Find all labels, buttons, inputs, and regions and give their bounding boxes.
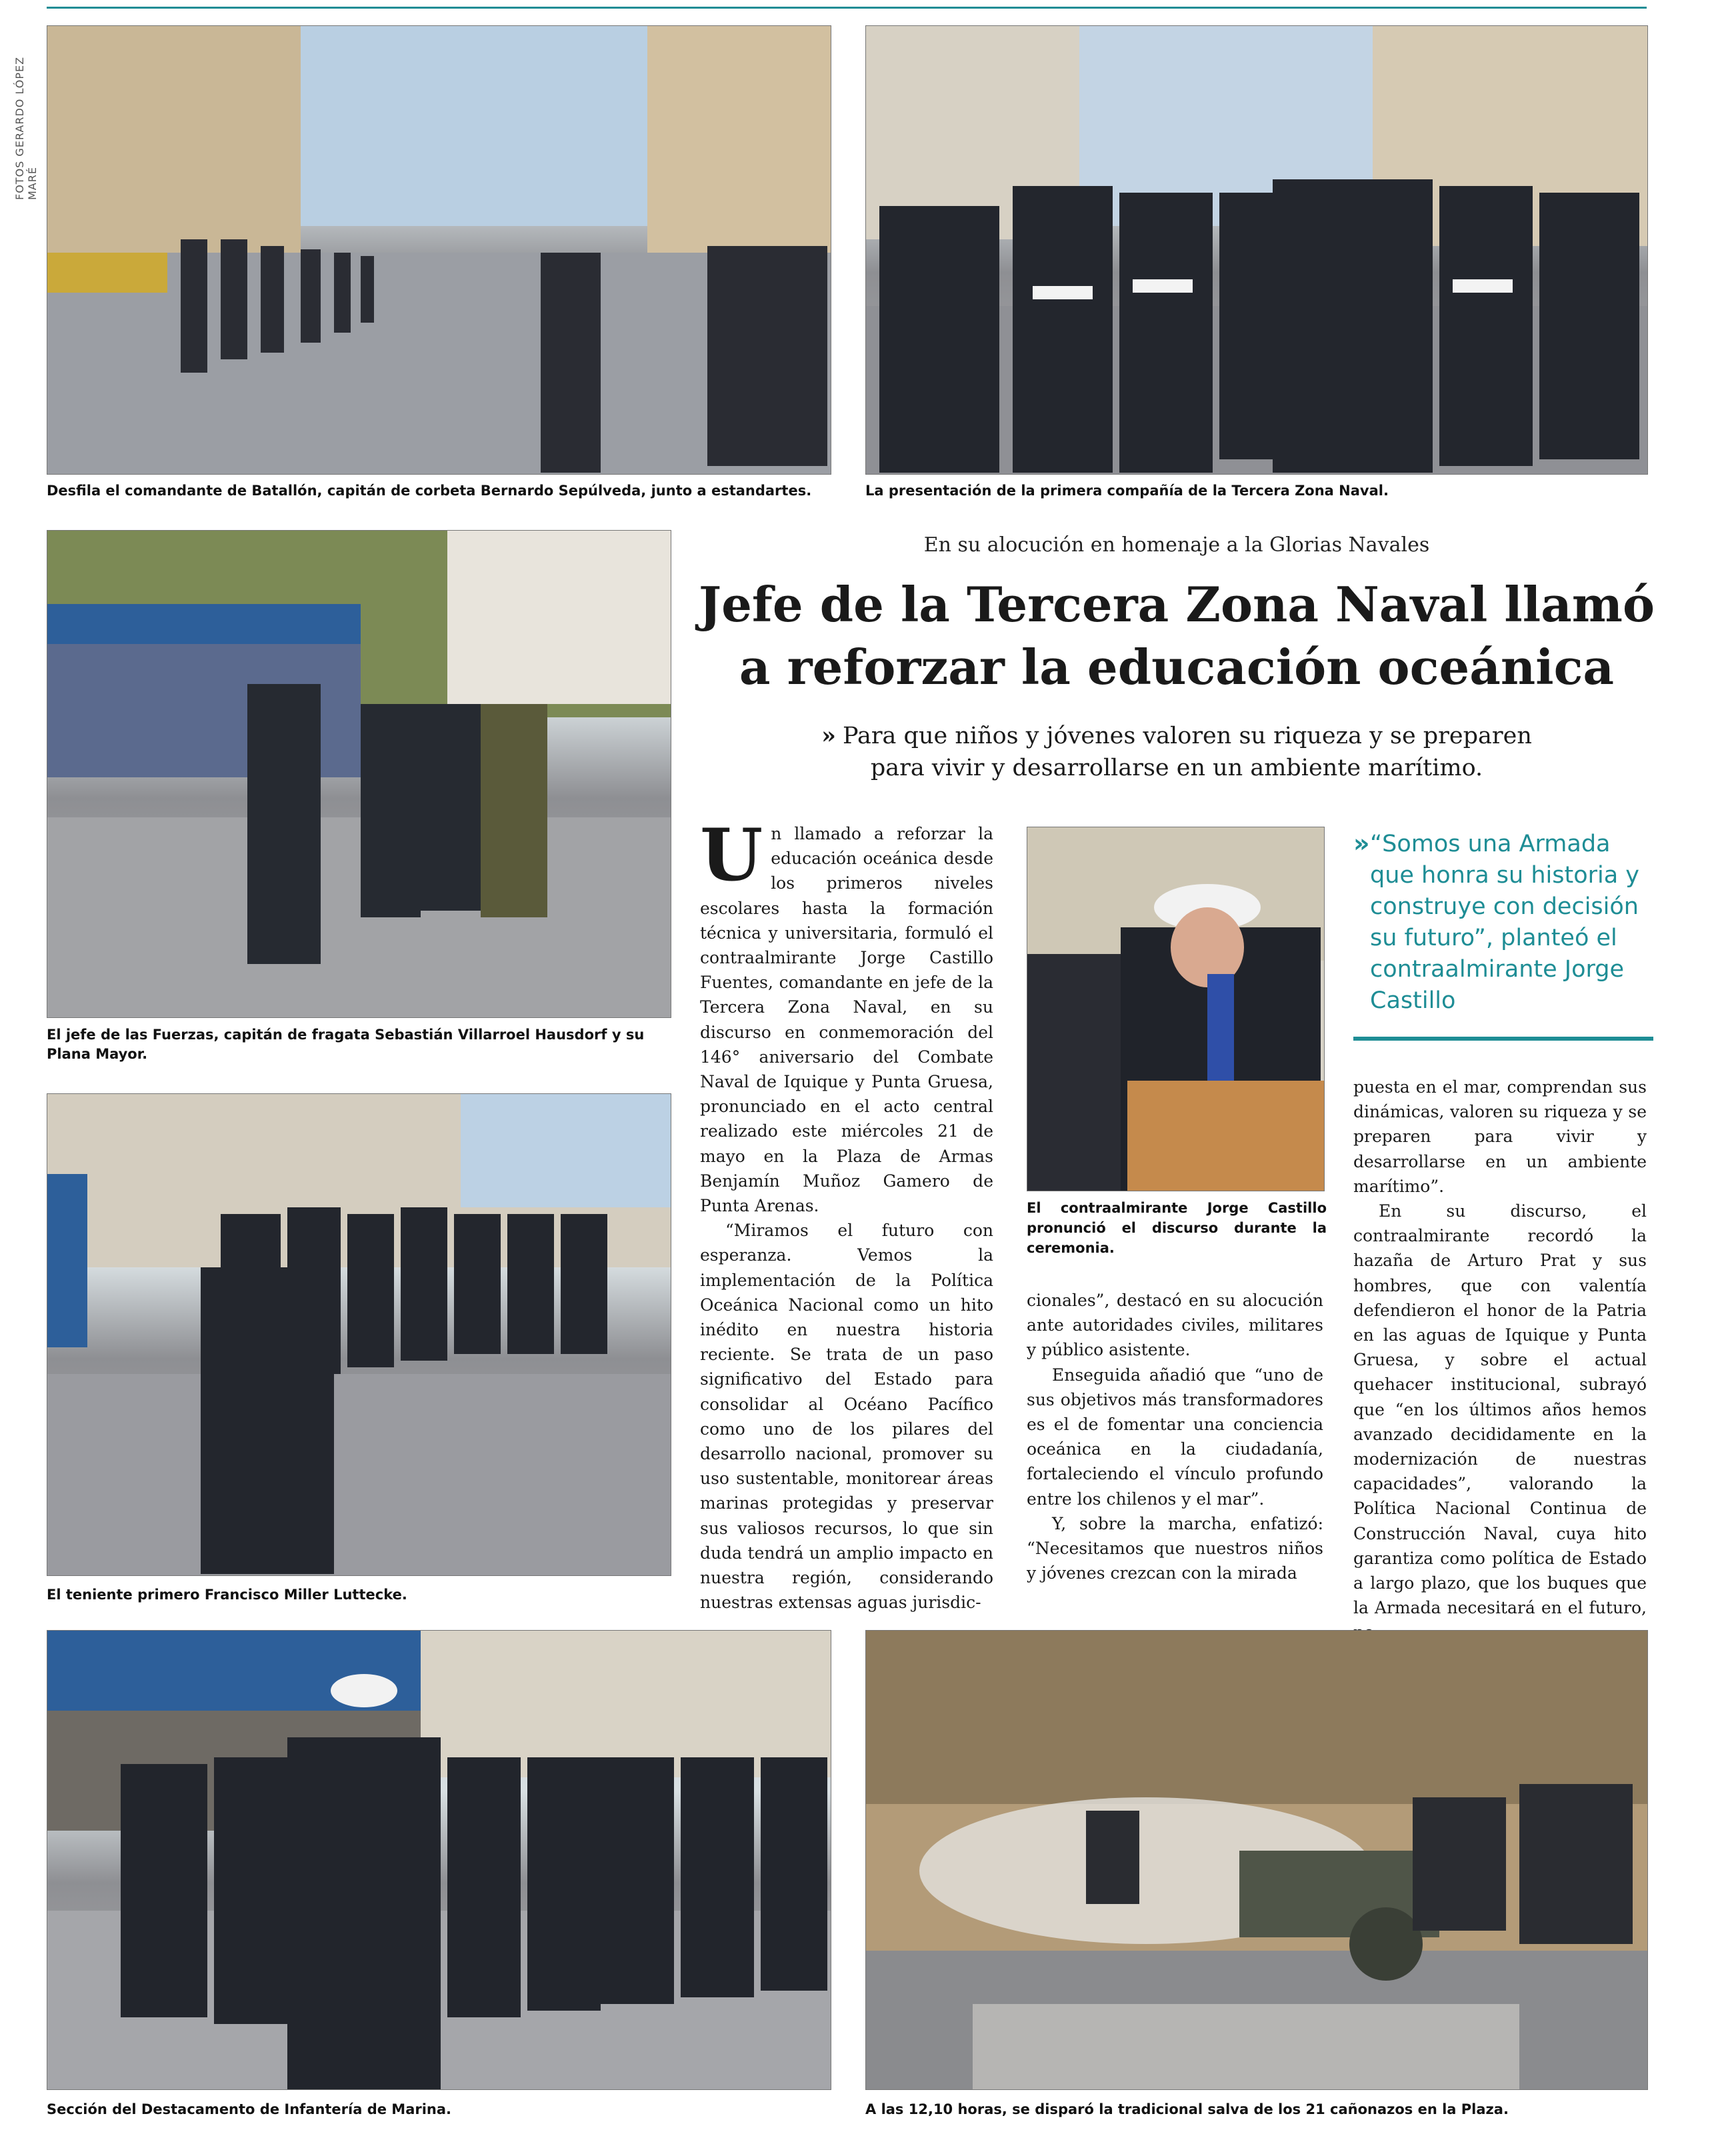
caption-7: A las 12,10 horas, se disparó la tradicional salva de los 21 cañonazos en la Plaza.	[865, 2101, 1509, 2117]
paragraph-4: Enseguida añadió que “uno de sus objetivos más transformadores es el de fomentar una conciencia oceánica en la ciudadanía, fortaleciendo el vínculo profundo entre los chilenos y el mar”.	[1027, 1365, 1323, 1509]
kicker: En su alocución en homenaje a la Glorias Navales	[923, 533, 1430, 557]
photo-rear-admiral	[1027, 827, 1325, 1191]
photo-cannon-salute	[865, 1630, 1648, 2090]
photo-credit: FOTOS GERARDO LÓPEZ MARÉ	[13, 56, 39, 200]
article-column-2	[1027, 1288, 1323, 1601]
pull-quote-text: “Somos una Armada que honra su historia y construye con decisión su futuro”, planteó el contraalmirante Jorge Castillo	[1370, 831, 1640, 1014]
paragraph-7: En su discurso, el contraalmirante recordó la hazaña de Arturo Prat y sus hombres, que con valentía defendieron el honor de la Patria en las aguas de Iquique y Punta Gruesa, y sobre el actual quehacer institucional, subrayó que “en los últimos años hemos avanzado decididamente en la modernización de nuestras capacidades”, valorando la Política Nacional Continua de Construcción Naval, cuya hito garantiza como política de Estado a largo plazo, que los buques que la Armada necesitará en el futuro,	[1353, 1201, 1647, 1618]
deck	[693, 720, 1660, 784]
photo-battalion-commander	[47, 25, 831, 475]
pull-quote-arrow-icon: »	[1353, 829, 1370, 858]
photo-marine-infantry	[47, 1630, 831, 2090]
photo-first-company	[865, 25, 1648, 475]
photo-forces-chief	[47, 530, 671, 1018]
caption-6: Sección del Destacamento de Infantería de Marina.	[47, 2101, 452, 2117]
paragraph-1: n llamado a reforzar la educación oceánica desde los primeros niveles escolares hasta la formación técnica y universitaria, formuló el contraalmirante Jorge Castillo Fuentes, comandante en jefe de la Tercera Zona Naval, en su discurso en conmemoración del 146° aniversario del Combate Naval de Iquique y Punta Gruesa, pronunciado en el acto central realizado este miércoles 21 de mayo en la Plaza de Armas Benjamín Muñoz Gamero de Punta Arenas.	[700, 824, 993, 1216]
caption-5: El contraalmirante Jorge Castillo pronunció el discurso durante la ceremonia.	[1027, 1200, 1327, 1256]
paragraph-5: Y, sobre la marcha, enfatizó: “Necesitamos que nuestros niños y jóvenes crezcan con la mirada	[1027, 1513, 1323, 1583]
deck-arrow-icon: »	[821, 722, 836, 749]
pull-quote	[1353, 823, 1653, 1041]
paragraph-3: cionales”, destacó en su alocución ante autoridades civiles, militares y público asistente.	[1027, 1291, 1323, 1360]
paragraph-6: puesta en el mar, comprendan sus dinámicas, valoren su riqueza y se preparen para vivir y desarrollarse en un ambiente marítimo”.	[1353, 1077, 1647, 1196]
caption-1: Desfila el comandante de Batallón, capitán de corbeta Bernardo Sepúlveda, junto a estandartes.	[47, 483, 812, 499]
top-rule	[47, 0, 1647, 9]
caption-4: El teniente primero Francisco Miller Luttecke.	[47, 1587, 407, 1603]
paragraph-2: “Miramos el futuro con esperanza. Vemos la implementación de la Política Oceánica Nacional como un hito inédito en nuestra historia reciente. Se trata de un paso significativo del Estado para consolidar al Océano Pacífico como uno de los pilares del desarrollo nacional, promover su uso sustentable, monitorear áreas marinas protegidas y preservar sus valiosos recursos, lo que sin duda tendrá un amplio impacto en nuestra región, considerando nuestras extensas aguas jurisdic-	[700, 1221, 993, 1613]
headline	[693, 573, 1660, 699]
article-column-1	[700, 813, 993, 1613]
caption-2: La presentación de la primera compañía de la Tercera Zona Naval.	[865, 483, 1389, 499]
article-column-3	[1353, 1075, 1647, 1618]
drop-cap: U	[700, 813, 763, 897]
deck-line-1: Para que niños y jóvenes valoren su riqueza y se preparen	[842, 723, 1532, 749]
photo-first-lieutenant	[47, 1093, 671, 1576]
caption-3: El jefe de las Fuerzas, capitán de fragata Sebastián Villarroel Hausdorf y su Plana Mayor.	[47, 1027, 645, 1062]
headline-line-2: a reforzar la educación oceánica	[739, 639, 1615, 695]
headline-line-1: Jefe de la Tercera Zona Naval llamó	[699, 576, 1655, 633]
deck-line-2: para vivir y desarrollarse en un ambiente marítimo.	[870, 755, 1483, 781]
